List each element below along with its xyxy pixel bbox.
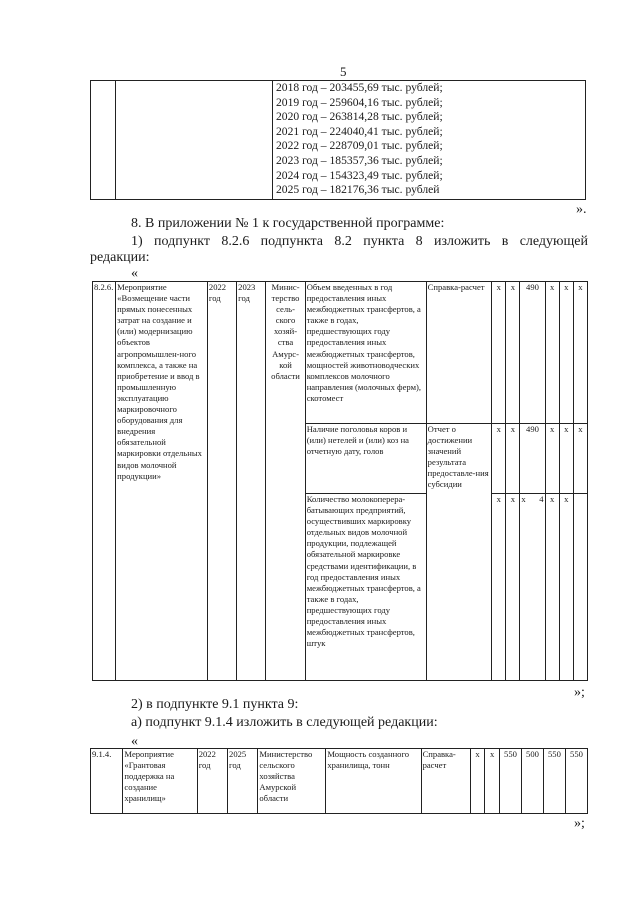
open-quote: « bbox=[131, 266, 138, 281]
funding-num-cell bbox=[91, 81, 116, 200]
indicator: Объем введенных в год предоставления иных межбюджетных трансфертов, а также в годах, предшествующих году предоставления иных межбюджетных трансфертов, мощностей животноводческих комплексов молочного направления (молочных ферм), скотомест bbox=[305, 282, 426, 424]
value-cell: х bbox=[559, 494, 573, 681]
subitem-9-1-4-table bbox=[90, 748, 588, 814]
indicator: Наличие поголовья коров и (или) нетелей и (или) коз на отчетную дату, голов bbox=[305, 424, 426, 494]
funding-line: 2020 год – 263814,28 тыс. рублей; bbox=[276, 110, 443, 124]
close-quote: ». bbox=[576, 202, 587, 217]
value-text: х bbox=[521, 494, 526, 504]
value-cell: х bbox=[492, 424, 506, 494]
value-cell bbox=[573, 494, 587, 681]
executor: Минис-терство сель-ского хозяй-ства Амурс-кой области bbox=[266, 282, 305, 681]
funding-line: 2018 год – 203455,69 тыс. рублей; bbox=[276, 81, 443, 94]
year-end: 2023 год bbox=[237, 282, 266, 681]
value-cell: х bbox=[545, 282, 559, 424]
value-cell bbox=[520, 494, 545, 681]
source: Справка-расчет bbox=[426, 282, 492, 424]
value-cell: 500 bbox=[521, 749, 543, 814]
funding-line: 2022 год – 228709,01 тыс. рублей; bbox=[276, 139, 443, 153]
subitem-8-2-6-table bbox=[92, 281, 588, 681]
value-cell: 550 bbox=[565, 749, 587, 814]
funding-amounts-cell bbox=[273, 81, 586, 200]
value-cell: 490 bbox=[520, 424, 545, 494]
funding-table bbox=[90, 80, 586, 200]
paragraph-8-1-cont: редакции: bbox=[90, 250, 150, 265]
value-cell: 550 bbox=[500, 749, 522, 814]
funding-name-cell bbox=[116, 81, 273, 200]
funding-line: 2023 год – 185357,36 тыс. рублей; bbox=[276, 153, 443, 167]
close-quote: »; bbox=[574, 816, 585, 831]
value-cell: х bbox=[492, 494, 506, 681]
event-name: Мероприятие «Грантовая поддержка на создание хранилищ» bbox=[123, 749, 197, 814]
value-cell: х bbox=[545, 494, 559, 681]
funding-line: 2019 год – 259604,16 тыс. рублей; bbox=[276, 95, 443, 109]
value-cell: 490 bbox=[520, 282, 545, 424]
row-number: 9.1.4. bbox=[91, 749, 123, 814]
paragraph-8-1: 1) подпункт 8.2.6 подпункта 8.2 пункта 8 изложить в следующей bbox=[131, 234, 588, 249]
funding-line: 2025 год – 182176,36 тыс. рублей bbox=[276, 183, 440, 197]
source: Справка-расчет bbox=[421, 749, 470, 814]
value-cell: 550 bbox=[543, 749, 565, 814]
value-cell: х bbox=[559, 282, 573, 424]
funding-line: 2021 год – 224040,41 тыс. рублей; bbox=[276, 124, 443, 138]
value-cell: х bbox=[485, 749, 500, 814]
year-start: 2022 год bbox=[207, 282, 236, 681]
paragraph-2: 2) в подпункте 9.1 пункта 9: bbox=[131, 697, 299, 712]
value-cell: х bbox=[559, 424, 573, 494]
year-start: 2022 год bbox=[197, 749, 227, 814]
value-text: 4 bbox=[539, 494, 544, 504]
executor: Министерство сельского хозяйства Амурской области bbox=[258, 749, 326, 814]
indicator: Количество молокоперера-батывающих предприятий, осуществивших маркировку отдельных видов молочной продукции, подлежащей обязательной маркировке средствами идентификации, в год предоставления иных межбюджетных трансфертов, а также в годах, предшествующих году предоставления иных межбюджетных трансфертов, штук bbox=[305, 494, 426, 681]
open-quote: « bbox=[131, 734, 138, 749]
year-end: 2025 год bbox=[228, 749, 258, 814]
value-cell: х bbox=[506, 282, 520, 424]
close-quote: »; bbox=[574, 685, 585, 700]
source: Отчет о достижении значений результата предоставле-ния субсидии bbox=[426, 424, 492, 681]
value-cell: х bbox=[506, 424, 520, 494]
value-cell: х bbox=[506, 494, 520, 681]
value-cell: х bbox=[573, 424, 587, 494]
indicator: Мощность созданного хранилища, тонн bbox=[326, 749, 421, 814]
event-name: Мероприятие «Возмещение части прямых понесенных затрат на создание и (или) модернизацию объектов агропромышлен-ного комплекса, а также на приобретение и ввод в промышленную эксплуатацию маркировочного оборудования для внедрения обязательной маркировки отдельных видов молочной продукции» bbox=[116, 282, 208, 681]
paragraph-8: 8. В приложении № 1 к государственной программе: bbox=[131, 216, 445, 231]
page-number: 5 bbox=[340, 64, 347, 79]
value-cell: х bbox=[573, 282, 587, 424]
value-cell: х bbox=[470, 749, 485, 814]
value-cell: х bbox=[545, 424, 559, 494]
value-cell: х bbox=[492, 282, 506, 424]
funding-line: 2024 год – 154323,49 тыс. рублей; bbox=[276, 168, 443, 182]
row-number: 8.2.6. bbox=[93, 282, 116, 681]
paragraph-2a: а) подпункт 9.1.4 изложить в следующей редакции: bbox=[131, 715, 438, 730]
